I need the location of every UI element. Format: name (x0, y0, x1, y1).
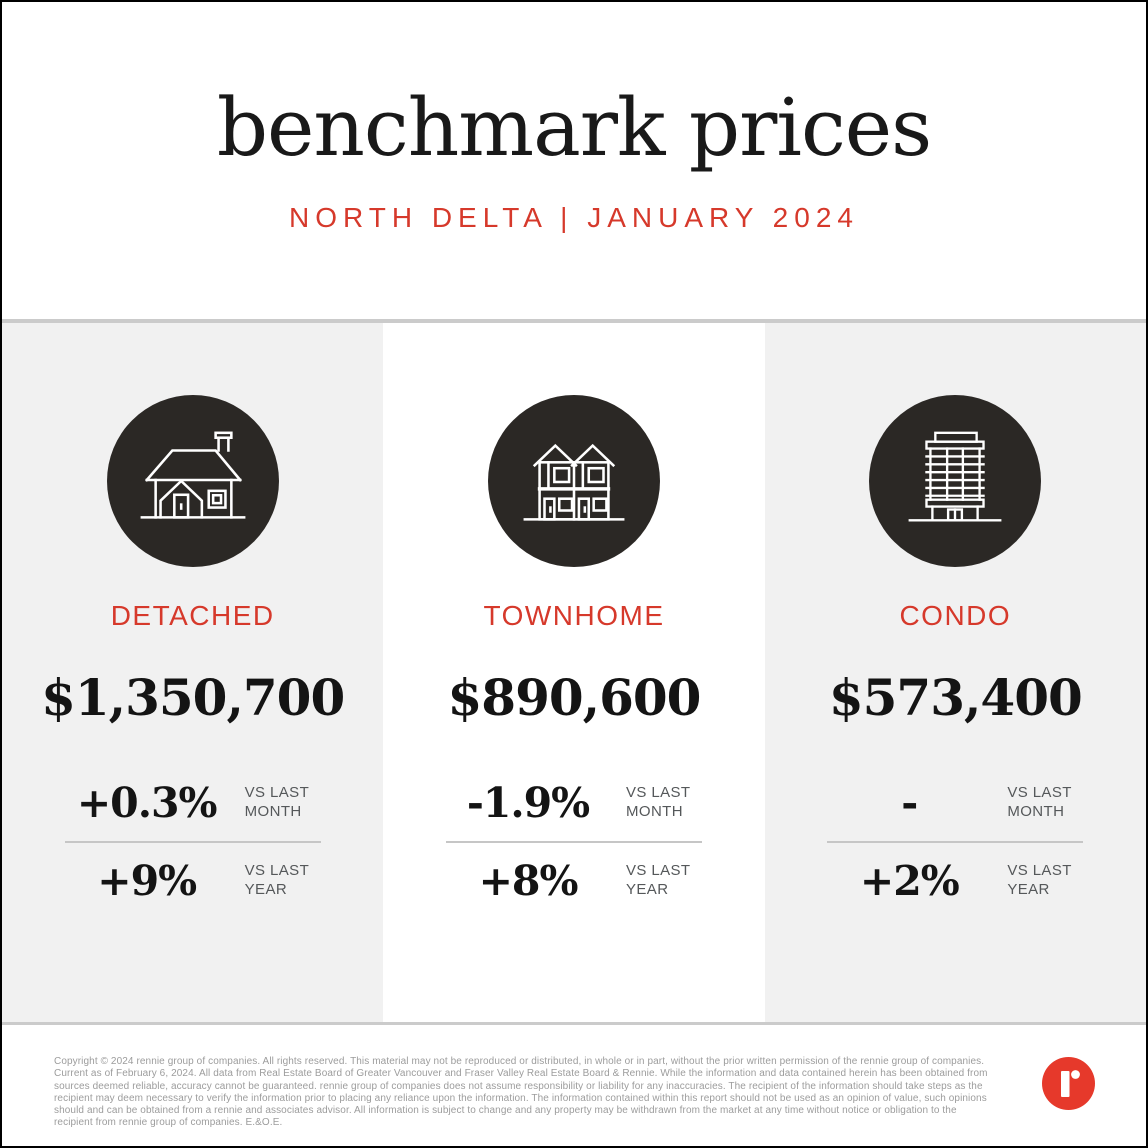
month-change-label: VS LAST MONTH (625, 784, 691, 820)
condo-building-icon (896, 422, 1014, 540)
benchmark-price: $573,400 (828, 668, 1082, 727)
stat-row-month (827, 773, 1083, 833)
month-change-label: VS LAST MONTH (1007, 784, 1072, 820)
column-detached (2, 323, 383, 1022)
column-townhome (383, 323, 764, 1022)
rennie-r-icon (1042, 1057, 1095, 1110)
column-label: DETACHED (110, 600, 275, 631)
stat-row-year (827, 851, 1083, 911)
stats-block (446, 773, 702, 911)
benchmark-price: $1,350,700 (41, 668, 345, 727)
detached-icon-circle (107, 395, 279, 567)
stat-divider (65, 841, 321, 843)
stat-divider (446, 841, 702, 843)
townhome-icon-circle (488, 395, 660, 567)
content-band (2, 323, 1146, 1022)
year-change-value: +2% (859, 857, 959, 905)
stats-block (827, 773, 1083, 911)
month-change-value: +0.3% (76, 779, 217, 827)
header (2, 2, 1146, 319)
stat-row-month (65, 773, 321, 833)
footer (2, 1025, 1146, 1146)
month-change-label: VS LAST MONTH (244, 784, 310, 820)
month-change-value: - (901, 779, 918, 827)
stat-row-year (65, 851, 321, 911)
year-change-label: VS LAST YEAR (625, 862, 691, 898)
condo-icon-circle (869, 395, 1041, 567)
column-condo (765, 323, 1146, 1022)
detached-house-icon (134, 422, 252, 540)
year-change-label: VS LAST YEAR (244, 862, 310, 898)
year-change-value: +8% (478, 857, 578, 905)
copyright-disclaimer: Copyright © 2024 rennie group of companies. All rights reserved. This material may not be reproduced or distributed, in whole or in part, without the prior written permission of the rennie group of companies. Current as of February 6, 2024. All data from Real Estate Board of Greater Vancouver and Fraser Valley Real Estate Board & Rennie. While the information and data contained herein has been obtained from sources deemed reliable, accuracy cannot be guaranteed. rennie group of companies does not assume responsibility or liability for any inaccuracies. The recipient of the information should take steps as the recipient may deem necessary to verify the information prior to placing any reliance upon the information. The information contained within this report should not be used as an opinion of value, such opinions should and can be obtained from a rennie and associates advisor. All information is subject to change and any property may be withdrawn from the market at any time without notice or obligation to the recipient from rennie group of companies. E.&O.E. (54, 1056, 988, 1129)
townhome-icon (515, 422, 633, 540)
month-change-value: -1.9% (466, 779, 590, 827)
column-label: TOWNHOME (483, 600, 665, 631)
year-change-label: VS LAST YEAR (1007, 862, 1072, 898)
year-change-value: +9% (97, 857, 197, 905)
stat-divider (827, 841, 1083, 843)
benchmark-price: $890,600 (447, 668, 701, 727)
stat-row-month (446, 773, 702, 833)
rennie-logo (1042, 1057, 1095, 1110)
stat-row-year (446, 851, 702, 911)
stats-block (65, 773, 321, 911)
column-label: CONDO (899, 600, 1012, 631)
page-title: benchmark prices (216, 81, 932, 174)
page-subtitle: NORTH DELTA | JANUARY 2024 (289, 202, 859, 233)
